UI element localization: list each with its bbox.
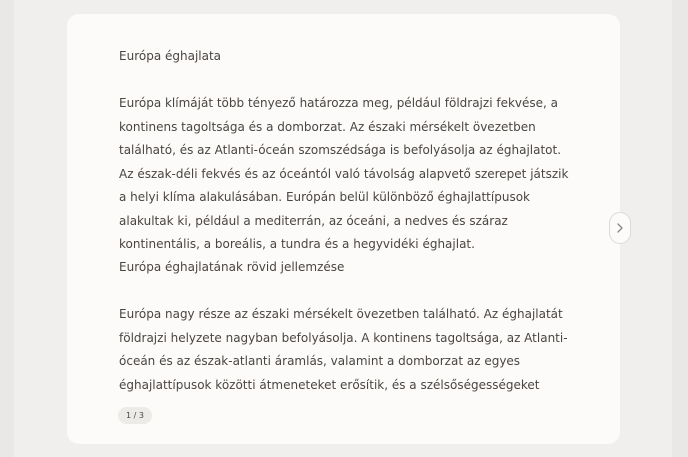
chevron-right-icon [616, 223, 624, 233]
reader-card [67, 14, 620, 444]
next-page-button[interactable] [609, 212, 631, 244]
article-paragraph-1: Európa klímáját több tényező határozza meg, például földrajzi fekvése, a kontinens tagoltsága és a domborzat. Az északi mérsékelt övezetben található, és az Atlanti-óceán szomszédsága is befolyásolja az éghajlatot. Az észak-déli fekvés és az óceántól való távolság alapvető szerepet játszik a helyi klíma alakulásában. Európán belül különböző éghajlattípusok alakultak ki, például a mediterrán, az óceáni, a nedves és száraz kontinentális, a boreális, a tundra és a hegyvidéki éghajlat. [119, 96, 569, 251]
section-heading: Európa éghajlatának rövid jellemzése [119, 260, 345, 274]
page-indicator: 1 / 3 [118, 407, 152, 424]
article-paragraph-2: Európa nagy része az északi mérsékelt övezetben található. Az éghajlatát földrajzi helyzete nagyban befolyásolja. A kontinens tagoltsága, az Atlanti-óceán és az észak-atlanti áramlás, valamint a domborzat az egyes éghajlattípusok közötti átmeneteket erősítik, és a szélsőségességeket [119, 307, 568, 392]
article-title: Európa éghajlata [119, 49, 222, 63]
